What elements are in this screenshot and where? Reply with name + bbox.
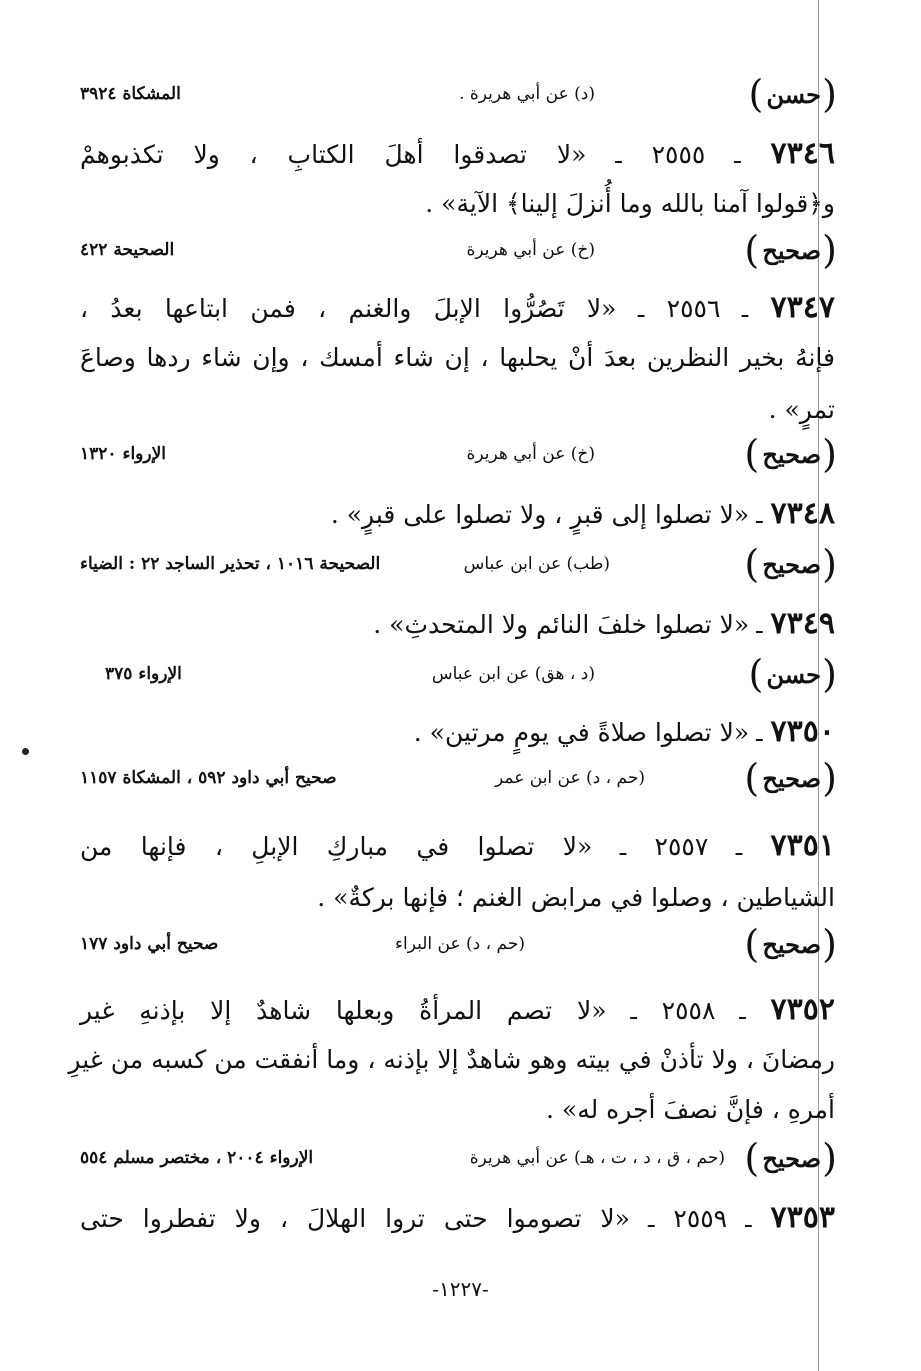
reference-line bbox=[80, 1138, 835, 1178]
book-reference: صحيح أبي داود ٥٩٢ ، المشكاة ١١٥٧ bbox=[80, 768, 337, 788]
grade-label: ( صحيح ) bbox=[746, 1144, 835, 1173]
hadith-source: (خ) عن أبي هريرة bbox=[466, 444, 595, 464]
hadith-text: «لا تصلوا في مباركِ الإبلِ ، فإنها من bbox=[80, 832, 593, 861]
hadith-line: ٧٣٤٩ ـ «لا تصلوا خلفَ النائم ولا المتحدثِ» . bbox=[373, 606, 835, 641]
hadith-text: «لا تصم المرأةُ وبعلها شاهدٌ إلا بإذنهِ غير bbox=[80, 996, 607, 1025]
hadith-text: فإنهُ بخير النظرين بعدَ أنْ يحلبها ، إن شاء أمسك ، وإن شاء ردها وصاعَ bbox=[80, 343, 835, 372]
grade-label: ( صحيح ) bbox=[746, 550, 835, 579]
grade-label: ( صحيح ) bbox=[746, 440, 835, 469]
hadith-text: و﴿قولوا آمنا بالله وما أُنزلَ إلينا﴾ الآية» . bbox=[425, 189, 835, 218]
hadith-text: تمرٍ» . bbox=[768, 395, 835, 424]
book-reference: الصحيحة ١٠١٦ ، تحذير الساجد ٢٢ : الضياء bbox=[80, 554, 381, 574]
hadith-source: (حم ، د) عن ابن عمر bbox=[495, 768, 645, 788]
hadith-text: «لا تَصُرُّوا الإبلَ والغنم ، فمن ابتاعها بعدُ ، bbox=[80, 294, 617, 323]
hadith-line bbox=[80, 178, 835, 230]
reference-line bbox=[80, 74, 835, 114]
hadith-text: الشياطين ، وصلوا في مرابض الغنم ؛ فإنها بركةٌ» . bbox=[317, 883, 835, 912]
hadith-line: ٧٣٤٦ ـ ٢٥٥٥ ـ «لا تصدقوا أهلَ الكتابِ ، ولا تكذبوهمْ bbox=[80, 136, 835, 171]
hadith-line: ٧٣٥٠ ـ «لا تصلوا صلاةً في يومٍ مرتين» . bbox=[413, 714, 835, 749]
grade-label: ( صحيح ) bbox=[746, 764, 835, 793]
hadith-subnumber: ٢٥٥٨ bbox=[661, 996, 716, 1025]
hadith-text: أمرهِ ، فإنَّ نصفَ أجره له» . bbox=[546, 1095, 835, 1124]
hadith-source: (طب) عن ابن عباس bbox=[463, 554, 610, 574]
hadith-text: «لا تصلوا إلى قبرٍ ، ولا تصلوا على قبرٍ» . bbox=[330, 500, 750, 529]
reference-line bbox=[80, 758, 835, 798]
margin-dot bbox=[22, 748, 29, 755]
hadith-number: ٧٣٤٨ bbox=[770, 496, 835, 531]
book-reference: الإرواء ٣٧٥ bbox=[105, 664, 182, 684]
hadith-text: «لا تصلوا خلفَ النائم ولا المتحدثِ» . bbox=[373, 610, 750, 639]
reference-line bbox=[80, 924, 835, 964]
hadith-number: ٧٣٥١ bbox=[770, 828, 835, 863]
hadith-subnumber: ٢٥٥٦ bbox=[666, 294, 721, 323]
hadith-text: رمضانَ ، ولا تأذنْ في بيته وهو شاهدٌ إلا بإذنه ، وما أنفقت من كسبه من غيرِ bbox=[68, 1045, 835, 1074]
hadith-subnumber: ٢٥٥٩ bbox=[673, 1204, 728, 1233]
hadith-number: ٧٣٥٣ bbox=[770, 1200, 835, 1235]
book-reference: صحيح أبي داود ١٧٧ bbox=[80, 934, 219, 954]
hadith-line: ٧٣٤٨ ـ «لا تصلوا إلى قبرٍ ، ولا تصلوا على قبرٍ» . bbox=[330, 496, 835, 531]
hadith-number: ٧٣٥٢ bbox=[770, 992, 835, 1027]
reference-line bbox=[80, 230, 835, 270]
hadith-number: ٧٣٤٩ bbox=[770, 606, 835, 641]
reference-line bbox=[80, 654, 835, 694]
hadith-source: (د) عن أبي هريرة . bbox=[459, 84, 595, 104]
hadith-line bbox=[80, 1084, 835, 1136]
grade-label: ( صحيح ) bbox=[746, 930, 835, 959]
hadith-subnumber: ٢٥٥٧ bbox=[654, 832, 709, 861]
hadith-source: (حم ، ق ، د ، ت ، هـ) عن أبي هريرة bbox=[469, 1148, 725, 1168]
hadith-line: ٧٣٤٧ ـ ٢٥٥٦ ـ «لا تَصُرُّوا الإبلَ والغنم ، فمن ابتاعها بعدُ ، bbox=[80, 290, 835, 325]
hadith-line: ٧٣٥٣ ـ ٢٥٥٩ ـ «لا تصوموا حتى تروا الهلالَ ، ولا تفطروا حتى bbox=[80, 1200, 835, 1235]
hadith-line bbox=[80, 384, 835, 436]
hadith-line bbox=[68, 1034, 835, 1086]
book-reference: الإرواء ٢٠٠٤ ، مختصر مسلم ٥٥٤ bbox=[80, 1148, 314, 1168]
hadith-source: (خ) عن أبي هريرة bbox=[466, 240, 595, 260]
hadith-source: (د ، هق) عن ابن عباس bbox=[431, 664, 595, 684]
hadith-line bbox=[80, 332, 835, 384]
hadith-number: ٧٣٥٠ bbox=[770, 714, 835, 749]
page-number: -١٢٢٧- bbox=[432, 1277, 489, 1301]
hadith-number: ٧٣٤٦ bbox=[770, 136, 835, 171]
hadith-text: «لا تصوموا حتى تروا الهلالَ ، ولا تفطروا حتى bbox=[80, 1204, 630, 1233]
hadith-line: ٧٣٥١ ـ ٢٥٥٧ ـ «لا تصلوا في مباركِ الإبلِ ، فإنها من bbox=[80, 828, 835, 863]
grade-label: ( حسن ) bbox=[750, 660, 835, 689]
hadith-text: «لا تصلوا صلاةً في يومٍ مرتين» . bbox=[413, 718, 750, 747]
hadith-text: «لا تصدقوا أهلَ الكتابِ ، ولا تكذبوهمْ bbox=[80, 140, 587, 169]
hadith-number: ٧٣٤٧ bbox=[770, 290, 835, 325]
hadith-line bbox=[80, 872, 835, 924]
hadith-line: ٧٣٥٢ ـ ٢٥٥٨ ـ «لا تصم المرأةُ وبعلها شاهدٌ إلا بإذنهِ غير bbox=[80, 992, 835, 1027]
book-reference: المشكاة ٣٩٢٤ bbox=[80, 84, 181, 104]
book-reference: الصحيحة ٤٢٢ bbox=[80, 240, 175, 260]
hadith-source: (حم ، د) عن البراء bbox=[395, 934, 525, 954]
hadith-subnumber: ٢٥٥٥ bbox=[651, 140, 706, 169]
book-reference: الإرواء ١٣٢٠ bbox=[80, 444, 167, 464]
grade-label: ( حسن ) bbox=[750, 80, 835, 109]
reference-line bbox=[80, 434, 835, 474]
grade-label: ( صحيح ) bbox=[746, 236, 835, 265]
reference-line bbox=[80, 544, 835, 584]
